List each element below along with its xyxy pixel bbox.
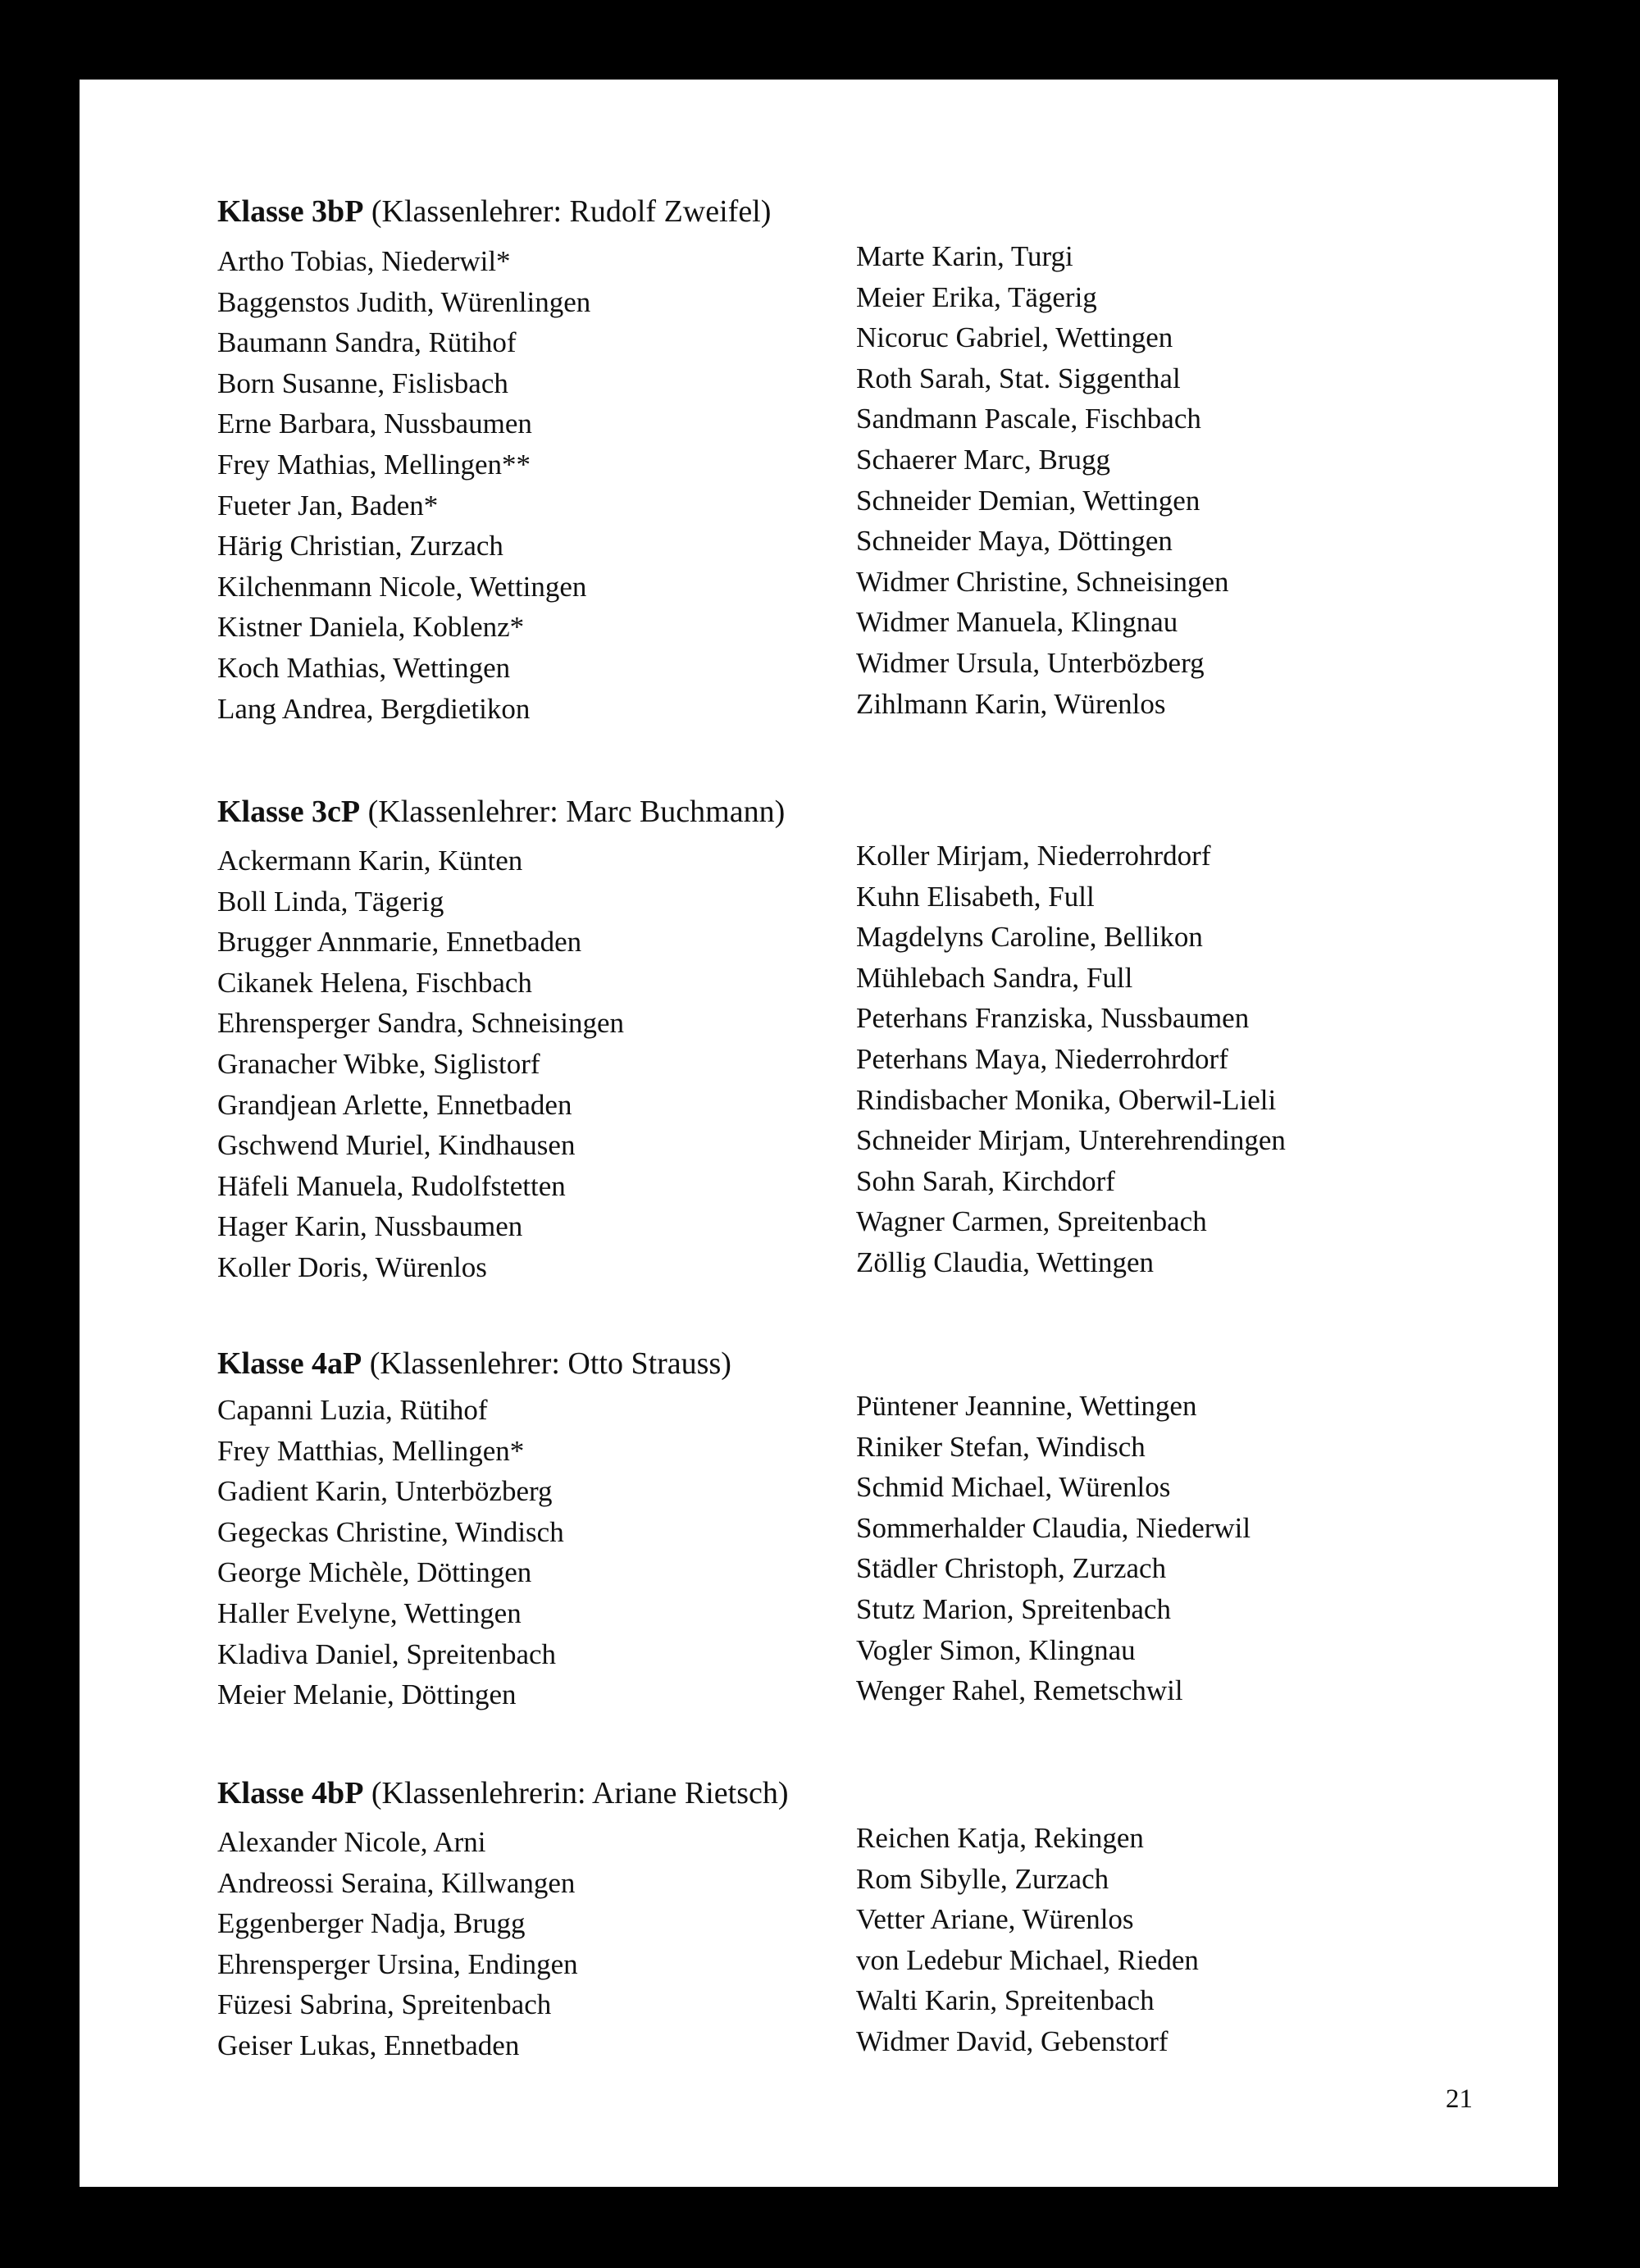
student-entry: Walti Karin, Spreitenbach	[856, 1984, 1155, 2017]
student-entry: Püntener Jeannine, Wettingen	[856, 1390, 1197, 1422]
section-heading	[217, 1345, 731, 1382]
student-entry: Ehrensperger Ursina, Endingen	[217, 1947, 578, 1980]
section-heading	[217, 1774, 789, 1812]
student-column-right	[856, 1818, 1199, 2062]
document-page	[80, 80, 1558, 2187]
page-number: 21	[1446, 2084, 1473, 2114]
student-entry: George Michèle, Döttingen	[217, 1556, 532, 1589]
student-column-left	[217, 840, 624, 1288]
student-column-right	[856, 1386, 1250, 1711]
student-entry: Frey Mathias, Mellingen**	[217, 448, 531, 480]
student-entry: Nicoruc Gabriel, Wettingen	[856, 321, 1173, 354]
student-entry: Granacher Wibke, Siglistorf	[217, 1047, 540, 1080]
student-entry: Erne Barbara, Nussbaumen	[217, 408, 532, 440]
student-entry: Meier Erika, Tägerig	[856, 280, 1097, 313]
student-entry: Marte Karin, Turgi	[856, 240, 1073, 272]
class-teacher: (Klassenlehrer: Rudolf Zweifel)	[371, 194, 772, 229]
student-column-right	[856, 836, 1286, 1283]
student-entry: Stutz Marion, Spreitenbach	[856, 1592, 1171, 1625]
student-entry: Alexander Nicole, Arni	[217, 1826, 486, 1858]
student-entry: Haller Evelyne, Wettingen	[217, 1596, 522, 1629]
student-entry: Baumann Sandra, Rütihof	[217, 326, 517, 359]
student-entry: Hager Karin, Nussbaumen	[217, 1210, 523, 1243]
student-entry: Kuhn Elisabeth, Full	[856, 880, 1095, 913]
student-entry: Boll Linda, Tägerig	[217, 885, 444, 918]
student-entry: Frey Matthias, Mellingen*	[217, 1434, 525, 1467]
student-entry: Rom Sibylle, Zurzach	[856, 1862, 1109, 1895]
student-entry: Gschwend Muriel, Kindhausen	[217, 1129, 576, 1162]
student-entry: Zöllig Claudia, Wettingen	[856, 1246, 1155, 1278]
student-column-left	[217, 1822, 578, 2066]
class-label: Klasse 4aP	[217, 1346, 362, 1381]
student-entry: Fueter Jan, Baden*	[217, 489, 439, 521]
student-entry: Sandmann Pascale, Fischbach	[856, 403, 1201, 435]
student-entry: Capanni Luzia, Rütihof	[217, 1394, 488, 1426]
student-column-left	[217, 241, 590, 729]
student-entry: Städler Christoph, Zurzach	[856, 1552, 1167, 1585]
student-entry: Cikanek Helena, Fischbach	[217, 966, 532, 999]
student-entry: Baggenstos Judith, Würenlingen	[217, 285, 591, 318]
student-entry: Widmer Ursula, Unterbözberg	[856, 646, 1205, 679]
student-entry: Wagner Carmen, Spreitenbach	[856, 1205, 1207, 1238]
student-entry: Geiser Lukas, Ennetbaden	[217, 2029, 520, 2061]
class-teacher: (Klassenlehrer: Marc Buchmann)	[367, 795, 786, 829]
student-entry: Härig Christian, Zurzach	[217, 530, 503, 562]
student-entry: Koller Mirjam, Niederrohrdorf	[856, 840, 1211, 872]
student-entry: Widmer Christine, Schneisingen	[856, 565, 1229, 598]
student-entry: Brugger Annmarie, Ennetbaden	[217, 926, 582, 959]
student-entry: Sommerhalder Claudia, Niederwil	[856, 1511, 1251, 1544]
student-entry: Riniker Stefan, Windisch	[856, 1430, 1146, 1463]
student-entry: Magdelyns Caroline, Bellikon	[856, 921, 1203, 954]
student-column-left	[217, 1390, 564, 1715]
student-entry: Lang Andrea, Bergdietikon	[217, 692, 531, 725]
student-entry: Reichen Katja, Rekingen	[856, 1822, 1144, 1854]
student-entry: Gadient Karin, Unterbözberg	[217, 1475, 553, 1508]
student-entry: Kladiva Daniel, Spreitenbach	[217, 1637, 557, 1670]
student-entry: Schneider Maya, Döttingen	[856, 525, 1173, 558]
student-entry: Widmer David, Gebenstorf	[856, 2024, 1168, 2057]
student-entry: Schaerer Marc, Brugg	[856, 443, 1111, 476]
student-entry: Widmer Manuela, Klingnau	[856, 606, 1178, 639]
student-entry: Peterhans Maya, Niederrohrdorf	[856, 1042, 1228, 1075]
section-heading	[217, 793, 785, 831]
student-entry: Häfeli Manuela, Rudolfstetten	[217, 1169, 566, 1202]
student-entry: Rindisbacher Monika, Oberwil-Lieli	[856, 1083, 1277, 1116]
student-entry: Koch Mathias, Wettingen	[217, 651, 511, 684]
student-entry: Gegeckas Christine, Windisch	[217, 1515, 564, 1548]
student-entry: Vetter Ariane, Würenlos	[856, 1903, 1134, 1936]
student-column-right	[856, 236, 1229, 724]
student-entry: Kistner Daniela, Koblenz*	[217, 611, 525, 644]
student-entry: Füzesi Sabrina, Spreitenbach	[217, 1988, 552, 2021]
student-entry: Schneider Mirjam, Unterehrendingen	[856, 1124, 1286, 1157]
student-entry: Wenger Rahel, Remetschwil	[856, 1674, 1183, 1707]
student-entry: Grandjean Arlette, Ennetbaden	[217, 1088, 572, 1121]
student-entry: Artho Tobias, Niederwil*	[217, 245, 511, 277]
section-heading	[217, 193, 771, 230]
student-entry: Sohn Sarah, Kirchdorf	[856, 1164, 1115, 1197]
class-label: Klasse 4bP	[217, 1776, 364, 1810]
student-entry: Peterhans Franziska, Nussbaumen	[856, 1002, 1250, 1035]
student-entry: Eggenberger Nadja, Brugg	[217, 1907, 526, 1940]
class-label: Klasse 3bP	[217, 194, 364, 229]
class-label: Klasse 3cP	[217, 795, 361, 829]
class-teacher: (Klassenlehrer: Otto Strauss)	[369, 1346, 731, 1381]
class-teacher: (Klassenlehrerin: Ariane Rietsch)	[371, 1776, 789, 1810]
student-entry: Vogler Simon, Klingnau	[856, 1633, 1136, 1666]
student-entry: von Ledebur Michael, Rieden	[856, 1943, 1199, 1976]
student-entry: Schmid Michael, Würenlos	[856, 1471, 1171, 1504]
student-entry: Born Susanne, Fislisbach	[217, 367, 508, 399]
student-entry: Zihlmann Karin, Würenlos	[856, 687, 1166, 720]
student-entry: Kilchenmann Nicole, Wettingen	[217, 570, 587, 603]
student-entry: Roth Sarah, Stat. Siggenthal	[856, 362, 1181, 394]
student-entry: Ehrensperger Sandra, Schneisingen	[217, 1007, 625, 1040]
student-entry: Andreossi Seraina, Killwangen	[217, 1866, 576, 1899]
student-entry: Meier Melanie, Döttingen	[217, 1678, 517, 1711]
student-entry: Schneider Demian, Wettingen	[856, 484, 1200, 517]
student-entry: Ackermann Karin, Künten	[217, 845, 523, 877]
student-entry: Mühlebach Sandra, Full	[856, 961, 1133, 994]
student-entry: Koller Doris, Würenlos	[217, 1250, 487, 1283]
